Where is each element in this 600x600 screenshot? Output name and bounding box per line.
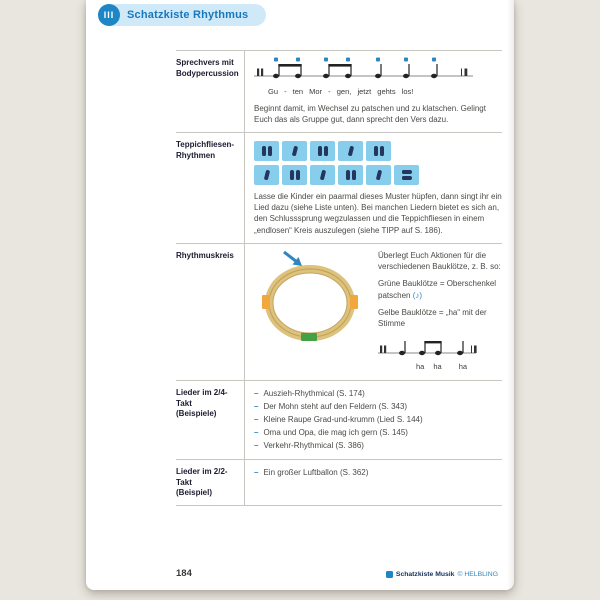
song-list-item: – Der Mohn steht auf den Feldern (S. 343): [254, 401, 408, 411]
carpet-tile: [338, 165, 363, 185]
footprints-icon: [262, 146, 272, 156]
footprints-icon: [349, 146, 353, 156]
song-list-item: – Auszieh-Rhythmical (S. 174): [254, 388, 365, 398]
rope-circle-icon: [254, 250, 366, 350]
footprints-icon: [346, 170, 356, 180]
row-content-lieder-22: [245, 460, 502, 505]
green-blocks-text: Grüne Bauklötze = Oberschenkel patschen: [378, 279, 497, 300]
carpet-tile: [254, 165, 279, 185]
row-content-lieder-24: [245, 381, 502, 459]
circle-intro-text: Überlegt Euch Aktionen für die verschiedenen Bauklötze, z. B. so:: [378, 251, 501, 272]
row-content-teppichfliesen: [245, 133, 506, 243]
table-row-lieder-24: [176, 381, 502, 460]
footprints-icon: [402, 170, 412, 180]
row-content-sprechvers: [245, 51, 506, 132]
rhythm-notation: [254, 57, 482, 98]
carpet-tile: [310, 141, 335, 161]
carpet-tile: [310, 165, 335, 185]
chapter-number: III: [103, 10, 115, 20]
footprints-icon: [290, 170, 300, 180]
yellow-blocks-line: Gelbe Bauklötze = „ha“ mit der Stimme: [378, 307, 487, 328]
tile-grid: [254, 141, 504, 185]
song-list-item: – Verkehr-Rhythmical (S. 386): [254, 440, 364, 450]
carpet-tile: [366, 141, 391, 161]
credit-publisher: © HELBLING: [457, 571, 498, 578]
table-row-lieder-22: [176, 460, 502, 506]
footprints-icon: [293, 146, 297, 156]
green-blocks-line: [378, 278, 514, 300]
credit-title: Schatzkiste Musik: [395, 571, 455, 578]
rope-circle-figure: [254, 250, 368, 373]
content-table: [176, 50, 502, 506]
song-list-item: – Ein großer Luftballon (S. 362): [254, 467, 369, 477]
publisher-credit: [386, 571, 498, 578]
book-page: [86, 0, 514, 590]
chapter-icon: [98, 4, 120, 26]
table-row-teppichfliesen: [176, 133, 502, 244]
ha-syllables: ha ha ha: [416, 362, 468, 372]
carpet-tile: [394, 165, 419, 185]
footprints-icon: [318, 146, 328, 156]
ha-rhythm-notation: [378, 335, 482, 373]
table-row-rhythmuskreis: [176, 244, 502, 381]
chapter-header: [98, 4, 266, 26]
circle-instructions: [378, 250, 514, 373]
row-label-rhythmuskreis: Rhythmuskreis: [176, 244, 245, 380]
footprints-icon: [374, 146, 384, 156]
carpet-tile: [254, 141, 279, 161]
song-list-item: – Oma und Opa, die mag ich gern (S. 145): [254, 427, 408, 437]
carpet-tile: [338, 141, 363, 161]
tile-row: [254, 165, 504, 185]
table-row-sprechvers: [176, 51, 502, 133]
footprints-icon: [377, 170, 381, 180]
footprints-icon: [265, 170, 269, 180]
instruction-text: Beginnt damit, im Wechsel zu patschen und zu klatschen. Gelingt Euch das als Gruppe gut, dann sprecht den Vers dazu.: [254, 103, 486, 124]
tile-row: [254, 141, 504, 161]
song-list-item: – Kleine Raupe Grad-und-krumm (Lied S. 144): [254, 414, 423, 424]
carpet-tile: [366, 165, 391, 185]
row-label-lieder-24: Lieder im 2/4-Takt (Beispiele): [176, 381, 245, 459]
ha-notation-staff: [378, 335, 480, 359]
row-label-sprechvers: Sprechvers mit Bodypercussion: [176, 51, 245, 132]
row-label-lieder-22: Lieder im 2/2-Takt (Beispiel): [176, 460, 245, 505]
carpet-tile: [282, 141, 307, 161]
page-title: Schatzkiste Rhythmus: [127, 9, 249, 21]
rhythm-notation-staff: [254, 57, 479, 83]
page-number: 184: [176, 568, 192, 579]
publisher-logo-icon: [386, 571, 393, 578]
footprints-icon: [321, 170, 325, 180]
lyrics-line: Gu - ten Mor - gen, jetzt gehts los!: [268, 87, 414, 97]
instruction-text: Lasse die Kinder ein paarmal dieses Muster hüpfen, dann singt ihr ein Lied dazu (siehe Liste unten). Bei manchen Liedern bietet es sich an, den Schlusssprung wegzulassen und die Teppichfliesen in einem „endlosen“ Kreis auszulegen (siehe TIPP auf S. 186).: [254, 192, 502, 235]
row-label-teppichfliesen: Teppichfliesen-Rhythmen: [176, 133, 245, 243]
row-content-rhythmuskreis: [245, 244, 516, 380]
eighth-note-icon: (♪): [412, 290, 423, 300]
carpet-tile: [282, 165, 307, 185]
